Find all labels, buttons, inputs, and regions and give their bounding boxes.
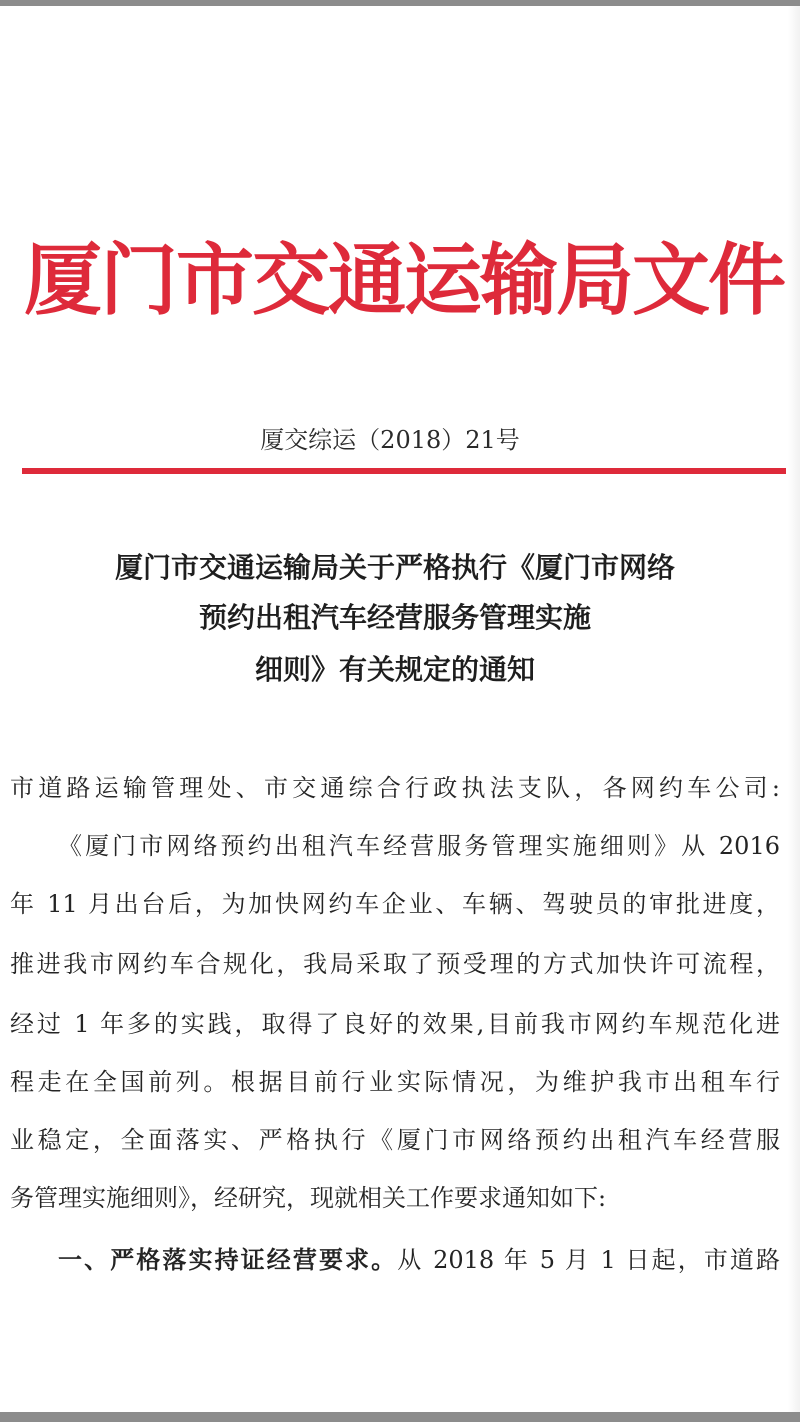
paragraph-line: 年 11 月出台后，为加快网约车企业、车辆、驾驶员的审批进度， (10, 890, 780, 918)
paragraph-line: 程走在全国前列。根据目前行业实际情况，为维护我市出租车行 (10, 1068, 780, 1096)
bottom-scan-border (0, 1412, 800, 1422)
title-line: 预约出租汽车经营服务管理实施 (198, 601, 591, 634)
section-1 (10, 1240, 780, 1280)
title-line: 细则》有关规定的通知 (254, 653, 535, 686)
document-masthead: 厦门市交通运输局文件 (23, 235, 784, 326)
paragraph-line: 务管理实施细则》，经研究，现就相关工作要求通知如下: (10, 1184, 607, 1212)
page-edge-shadow (788, 6, 800, 1412)
section-1-heading: 一、严格落实持证经营要求。 (58, 1245, 398, 1274)
salutation: 市道路运输管理处、市交通综合行政执法支队，各网约车公司: (10, 774, 780, 802)
top-scan-border (0, 0, 800, 6)
red-divider-line (22, 468, 786, 474)
paragraph-line: 业稳定，全面落实、严格执行《厦门市网络预约出租汽车经营服 (10, 1126, 780, 1154)
paragraph-line: 经过 1 年多的实践，取得了良好的效果,目前我市网约车规范化进 (10, 1010, 780, 1038)
paragraph-line: 推进我市网约车合规化，我局采取了预受理的方式加快许可流程， (10, 950, 780, 978)
title-line: 厦门市交通运输局关于严格执行《厦门市网络 (114, 551, 675, 584)
document-number: 厦交综运（2018）21号 (260, 426, 520, 454)
paragraph-line: 《厦门市网络预约出租汽车经营服务管理实施细则》从 2016 (58, 832, 780, 860)
section-1-text: 从 2018 年 5 月 1 日起，市道路 (397, 1246, 781, 1274)
